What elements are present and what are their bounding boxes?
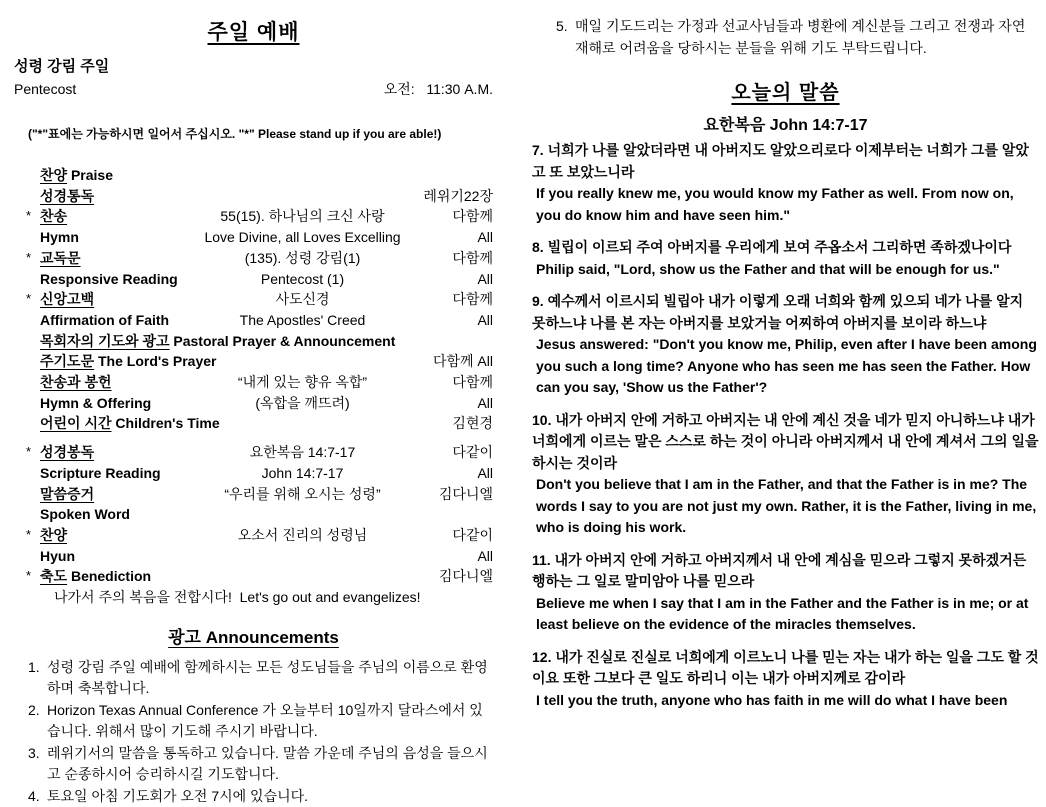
verse-text-ko: 12. 내가 진실로 진실로 너희에게 이르노니 나를 믿는 자는 내가 하는 일을 그도 할 것이요 또한 그보다 큰 일도 하리니 이는 내가 아버지께로 감이라 [532,648,1039,686]
order-item-leader: All [477,311,493,328]
order-item-leader: All [477,270,493,287]
scripture-passage-title: 요한복음 John 14:7-17 [703,117,868,134]
stand-asterisk [14,484,40,505]
order-item-label-en: Spoken Word [40,506,130,523]
order-item-label-ko: 찬송과 봉헌 [40,374,112,391]
announcements-continued [532,16,1039,59]
order-item-leader: 김현경 [452,415,493,432]
order-item-detail: 오소서 진리의 성령님 [237,526,368,543]
order-item-label [40,310,200,331]
order-item-leader: 다같이 [452,526,493,543]
verse [532,410,1039,539]
verse-text-ko: 7. 너희가 나를 알았더라면 내 아버지도 알았으리로다 이제부터는 너희가 그를 알았고 또 보았느니라 [532,142,1029,180]
stand-asterisk: * [26,208,32,224]
order-item-leader: 김다니엘 [438,568,493,585]
order-item-label-en: The Lord's Prayer [94,353,217,370]
order-row [14,165,493,186]
order-item-leader: All [477,394,493,411]
order-item-label-ko: 찬양 [40,167,68,183]
order-item-label [40,566,439,587]
order-item-leader: 다함께 All [432,353,493,370]
order-item-detail: “내게 있는 향유 옥합” [237,374,368,391]
order-row [14,546,493,567]
announcement-item [28,657,493,700]
order-item-label-en: Pastoral Prayer & Announcement [169,332,396,349]
order-item-label [40,331,493,352]
order-item-leader: 다함께 [452,374,493,391]
stand-asterisk [14,372,40,393]
order-item-label [40,372,200,393]
announcements-title-text: 광고 Announcements [168,627,339,647]
order-row [14,227,493,248]
order-item-label-ko: 축도 [40,568,68,585]
order-item-label [40,393,200,414]
verse [532,140,1039,226]
verse-text-ko: 11. 내가 아버지 안에 거하고 아버지께서 내 안에 계심을 믿으라 그렇지 못하겠거든 행하는 그 일로 말미암아 나를 믿으라 [532,551,1027,589]
right-page [523,0,1046,799]
order-item-leader: All [477,464,493,481]
order-item-leader: 다함께 [452,249,493,266]
order-item-detail: 요한복음 14:7-17 [249,444,356,461]
pentecost-label-ko: 성령 강림 주일 [14,58,110,75]
stand-asterisk [14,351,40,372]
order-item-detail: John 14:7-17 [261,464,344,481]
order-item-detail: (옥합을 깨뜨려) [255,394,350,411]
order-row [14,484,493,505]
order-item-label [40,463,200,484]
verse [532,647,1039,712]
service-subheader [14,56,493,100]
worship-service-title-text: 주일 예배 [207,21,300,44]
stand-asterisk [14,165,40,186]
order-row [14,331,493,352]
stand-asterisk [14,546,40,567]
stand-asterisk: * [26,291,32,307]
order-item-detail: (135). 성령 강림(1) [244,249,361,266]
order-item-detail: “우리를 위해 오시는 성령” [224,485,381,502]
announcement-number: 3. [28,744,40,761]
order-item-label-en: Hymn & Offering [40,394,152,411]
order-item-label-en: Benediction [67,568,152,585]
order-item-label-ko: 말씀증거 [40,485,95,502]
order-row [14,413,493,434]
order-row [14,463,493,484]
order-item-label-ko: 성경봉독 [40,444,95,461]
order-row [14,186,493,207]
order-item-label [40,289,200,310]
announcement-text: 매일 기도드리는 가정과 선교사님들과 병환에 계신분들 그리고 전쟁과 자연재해로 어려움을 당하시는 분들을 위해 기도 부탁드립니다. [575,18,1026,56]
order-item-detail: Love Divine, all Loves Excelling [204,229,401,246]
order-item-label [40,248,200,269]
subtitle-row [14,78,493,100]
order-item-label-en: Affirmation of Faith [40,311,170,328]
order-item-label-ko: 어린이 시간 [40,415,112,432]
verse-text-ko: 9. 예수께서 이르시되 빌립아 내가 이렇게 오래 너희와 함께 있으되 네가 나를 알지 못하느냐 나를 본 자는 아버지를 보았거늘 어찌하여 아버지를 보이라 하느냐 [532,293,1024,331]
order-row [14,310,493,331]
order-item-detail: 55(15). 하나님의 크신 사랑 [220,208,385,225]
announcement-text: 레위기서의 말씀을 통독하고 있습니다. 말씀 가운데 주님의 음성을 들으시고 순종하시어 승리하시길 기도합니다. [47,744,488,783]
scripture-verses [532,140,1039,711]
left-page [0,0,523,804]
announcement-number: 5. [556,18,568,34]
order-item-leader: 김다니엘 [438,485,493,502]
announcement-text: 성령 강림 주일 예배에 함께하시는 모든 성도님들을 주님의 이름으로 환영하며 축복합니다. [47,658,488,697]
order-item-leader: 다함께 [452,208,493,225]
stand-asterisk [14,331,40,352]
order-row [14,393,493,414]
order-item-label [40,484,200,505]
announcement-text: 토요일 아침 기도회가 오전 7시에 있습니다. [47,787,309,804]
order-item-label [40,413,452,434]
order-item-label [40,442,200,463]
order-item-label-ko: 교독문 [40,249,81,266]
announcement-number: 4. [28,787,40,804]
announcement-item [28,700,493,743]
order-item-leader: 다같이 [452,444,493,461]
order-item-label-en: Scripture Reading [40,464,161,481]
verse-text-en: Believe me when I say that I am in the Father and the Father is in me; or at least believe on the evidence of the miracles themselves. [536,594,1029,632]
order-item-label-ko: 신앙고백 [40,291,95,308]
worship-order-list [14,165,493,587]
order-item-label-ko: 찬양 [40,526,68,543]
order-row [14,351,493,372]
order-row [14,442,493,463]
order-row [14,269,493,290]
announcement-item [28,786,493,807]
stand-asterisk [14,186,40,207]
verse-text-en: If you really knew me, you would know my Father as well. From now on, you do know him and have seen him." [536,185,1014,223]
order-item-label-en: Children's Time [111,415,220,432]
verse [532,550,1039,636]
verse-text-en: I tell you the truth, anyone who has faith in me will do what I have been [536,691,1008,708]
stand-asterisk [14,269,40,290]
verse-text-ko: 8. 빌립이 이르되 주여 아버지를 우리에게 보여 주옵소서 그리하면 족하겠나이다 [532,239,1012,255]
order-item-label [40,206,200,227]
order-row [14,206,493,227]
verse-text-en: Don't you believe that I am in the Father, and that the Father is in me? The words I say to you are not just my own. Rather, it is the Father, living in me, who is doing his work. [536,476,1037,535]
order-item-label-ko: 성경통독 [40,187,95,204]
stand-asterisk [14,504,40,525]
order-item-label [40,546,200,567]
order-item-label-en: Hyun [40,547,75,564]
order-item-label-ko: 주기도문 [40,353,95,370]
order-item-label [40,504,493,525]
announcement-text: Horizon Texas Annual Conference 가 오늘부터 10일까지 달라스에서 있습니다. 위해서 많이 기도해 주시기 바랍니다. [47,701,483,740]
announcement-number: 1. [28,658,40,675]
service-time: 오전: 11:30 A.M. [383,81,493,97]
order-item-leader: 레위기22장 [423,187,493,204]
order-item-label [40,269,200,290]
todays-word-title-text: 오늘의 말씀 [731,82,840,104]
order-row [14,525,493,546]
order-item-label [40,525,200,546]
closing-line: 나가서 주의 복음을 전합시다! Let's go out and evangelizes! [54,589,421,606]
order-item-detail [200,186,405,207]
verse [532,237,1039,280]
announcements-list [14,657,493,807]
order-item-detail: The Apostles' Creed [239,311,366,328]
stand-asterisk [14,227,40,248]
order-row [14,566,493,587]
order-item-label-en: Praise [67,167,113,183]
order-row [14,504,493,525]
order-item-label-en: Responsive Reading [40,270,178,287]
worship-service-title [14,16,493,46]
stand-asterisk [14,310,40,331]
order-item-label [40,165,493,186]
pentecost-label-en: Pentecost [14,81,77,97]
stand-asterisk: * [26,526,32,542]
verse-text-en: Philip said, "Lord, show us the Father and that will be enough for us." [536,260,1000,277]
verse-text-ko: 10. 내가 아버지 안에 거하고 아버지는 내 안에 계신 것을 네가 믿지 아니하느냐 내가 너희에게 이르는 말은 스스로 하는 것이 아니라 아버지께서 내 안에 계셔서 그의 일을 하시는 것이라 [532,411,1039,471]
order-item-label-ko: 목회자의 기도와 광고 [40,332,170,349]
order-item-detail: 사도신경 [275,291,330,308]
order-row [14,372,493,393]
order-row [14,289,493,310]
verse-text-en: Jesus answered: "Don't you know me, Philip, even after I have been among you such a long time? Anyone who has seen me has seen the Father. How can you say, 'Show us the Father'? [536,336,1037,395]
order-item-label-ko: 찬송 [40,208,68,225]
order-item-leader: 다함께 [452,291,493,308]
stand-asterisk [14,393,40,414]
standing-note: ("*"표에는 가능하시면 일어서 주십시오. "*" Please stand up if you are able!) [28,127,442,141]
stand-asterisk: * [26,568,32,584]
announcement-item [28,743,493,786]
order-item-detail [200,546,405,567]
order-row [14,248,493,269]
announcements-title [14,623,493,648]
order-item-label-en: Hymn [40,229,79,246]
announcement-item [556,16,1037,59]
verse [532,291,1039,399]
stand-asterisk: * [26,444,32,460]
order-item-leader: All [477,229,493,246]
announcement-number: 2. [28,701,40,718]
order-item-label [40,351,433,372]
stand-asterisk: * [26,249,32,265]
order-item-label [40,227,200,248]
stand-asterisk [14,463,40,484]
order-item-label [40,186,200,207]
todays-word-title [532,76,1039,105]
stand-asterisk [14,413,40,434]
order-item-leader: All [477,547,493,564]
order-item-detail: Pentecost (1) [260,270,345,287]
